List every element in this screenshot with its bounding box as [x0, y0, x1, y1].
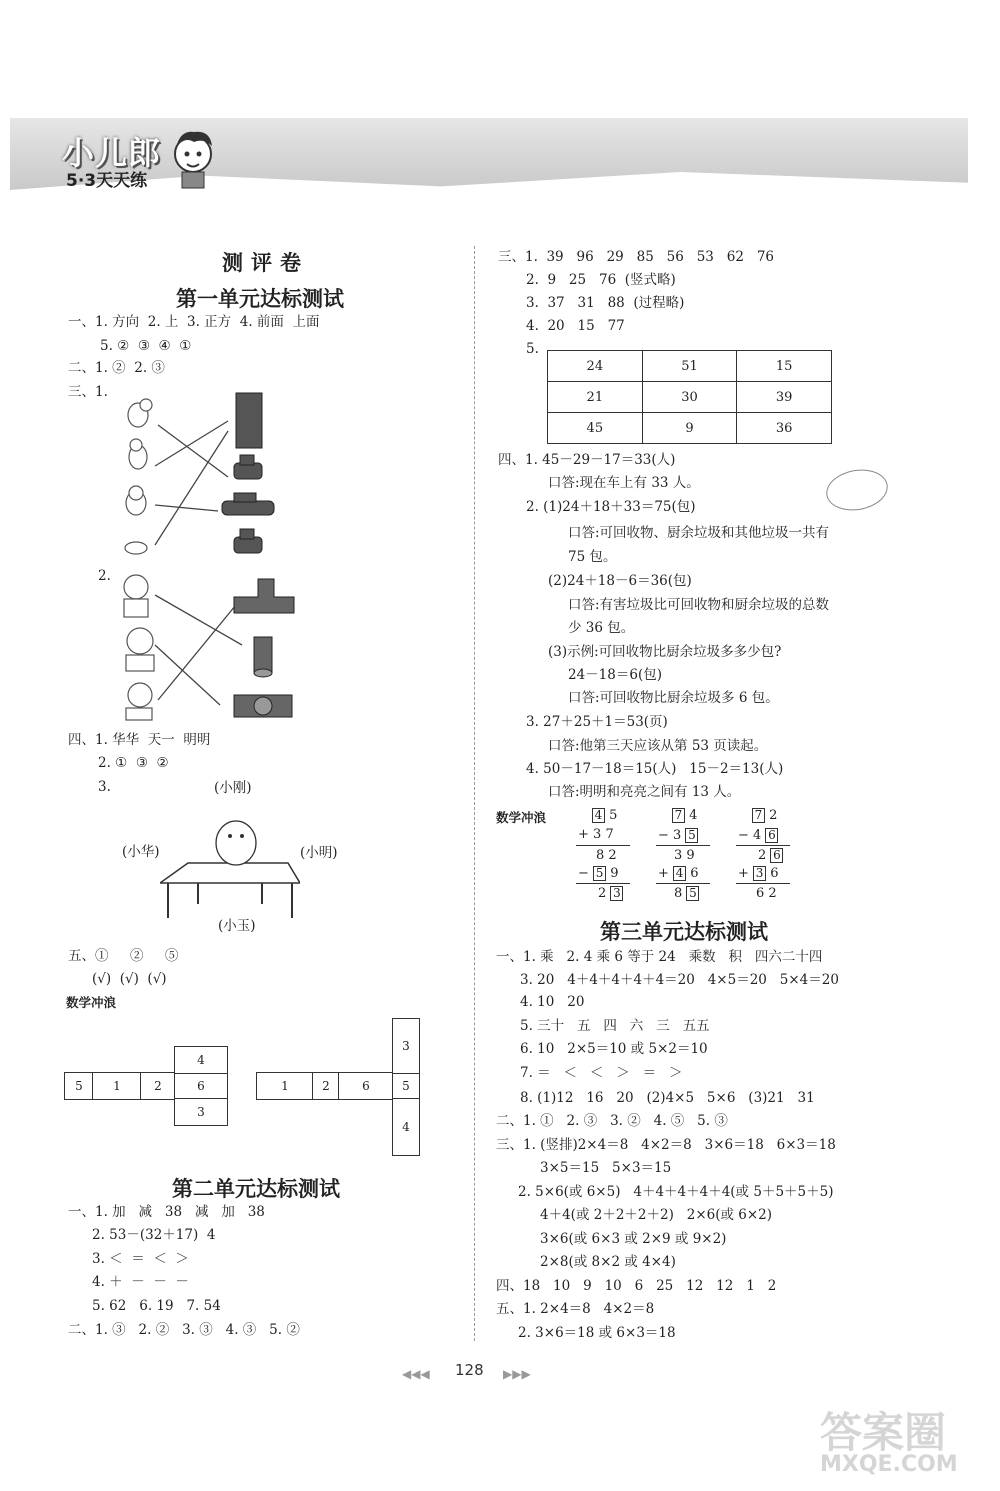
u1-line-8: 3.	[98, 779, 111, 795]
next-page-arrows[interactable]	[503, 1363, 531, 1382]
v1-rule	[576, 845, 630, 846]
grid-cell: 24	[548, 351, 643, 382]
u3-line-11: 2. 5×6(或 6×5) 4＋4＋4＋4＋4(或 5＋5＋5＋5)	[518, 1184, 834, 1200]
r-line-2: 2. 9 25 76 (竖式略)	[526, 272, 676, 288]
fun-label-right: 数学冲浪	[496, 810, 547, 825]
u3-line-8: 二、1. ① 2. ③ 3. ② 4. ⑤ 5. ③	[496, 1113, 728, 1129]
v2-rule	[656, 845, 710, 846]
label-top: (小刚)	[214, 780, 252, 796]
r-line-12: 口答:有害垃圾比可回收物和厨余垃圾的总数	[568, 597, 830, 613]
r-line-16: 口答:可回收物比厨余垃圾多 6 包。	[568, 690, 779, 706]
label-right: (小明)	[300, 845, 338, 861]
net1-cell: 6	[174, 1072, 228, 1100]
v2-digit-box: 5	[686, 886, 699, 901]
logo-title: 小儿郎	[62, 134, 162, 172]
grid-cell: 15	[737, 351, 832, 382]
grid-cell: 39	[737, 382, 832, 413]
u3-line-4: 5. 三十 五 四 六 三 五五	[520, 1018, 710, 1034]
net1-cell: 5	[64, 1072, 94, 1100]
v3-digit-box: 6	[770, 848, 783, 863]
net2-cell: 6	[338, 1072, 394, 1100]
net1-cell: 4	[174, 1046, 228, 1074]
u1-line-10: (√) (√) (√)	[92, 971, 167, 987]
u1-line-2: 5. ② ③ ④ ①	[100, 338, 192, 354]
v3-digit: 4	[753, 828, 762, 843]
v3-rule	[736, 845, 790, 846]
v2-row5	[674, 886, 699, 901]
v2-digit: 4	[689, 808, 698, 823]
v2-digit-box: 4	[673, 866, 686, 881]
u1-line-9: 五、① ② ⑤	[68, 948, 179, 964]
r-line-4: 4. 20 15 77	[526, 318, 625, 334]
u1-line-5: 2.	[98, 568, 111, 584]
matching-figure-1	[110, 385, 290, 570]
u3-line-2: 3. 20 4＋4＋4＋4＋4＝20 4×5＝20 5×4＝20	[520, 972, 839, 988]
v2-row4	[658, 866, 698, 881]
v2-row3: 3 9	[674, 848, 695, 863]
u3-line-1: 一、1. 乘 2. 4 乘 6 等于 24 乘数 积 四六二十四	[496, 949, 823, 965]
r-line-7: 口答:现在车上有 33 人。	[548, 475, 700, 491]
v3-row1	[752, 808, 777, 823]
r-line-11: (2)24＋18－6＝36(包)	[548, 573, 692, 589]
v3-digit: 6	[770, 866, 779, 881]
r-line-5: 5.	[526, 341, 539, 357]
matching-figure-2	[110, 565, 300, 730]
net2-cell: 4	[392, 1098, 420, 1156]
v1-op: −	[578, 866, 589, 881]
r-line-1: 三、1. 39 96 29 85 56 53 62 76	[498, 249, 775, 265]
net2-cell: 1	[256, 1072, 314, 1100]
grid-cell: 30	[642, 382, 737, 413]
v3-op: −	[738, 828, 749, 843]
v2-digit: 8	[674, 886, 683, 901]
label-left: (小华)	[122, 844, 160, 860]
v3-digit: 2	[758, 848, 767, 863]
u3-line-13: 3×6(或 6×3 或 2×9 或 9×2)	[540, 1231, 727, 1247]
v2-row1	[672, 808, 697, 823]
v3-digit: 2	[769, 808, 778, 823]
r-line-15: 24－18＝6(包)	[568, 667, 662, 683]
u3-line-17: 2. 3×6＝18 或 6×3＝18	[518, 1325, 676, 1341]
r-line-6: 四、1. 45－29－17＝33(人)	[498, 452, 676, 468]
u2-line-2: 2. 53－(32＋17) 4	[92, 1227, 216, 1243]
left-arrow-icon: ◀◀◀	[402, 1367, 430, 1381]
r-line-19: 4. 50－17－18＝15(人) 15－2＝13(人)	[526, 761, 784, 777]
u3-line-9: 三、1. (竖排)2×4＝8 4×2＝8 3×6＝18 6×3＝18	[496, 1137, 836, 1153]
net1-cell: 2	[140, 1072, 176, 1100]
r-line-8: 2. (1)24＋18＋33＝75(包)	[526, 499, 696, 515]
u3-line-14: 2×8(或 8×2 或 4×4)	[540, 1254, 676, 1270]
v1-digit: 5	[609, 808, 618, 823]
mascot-icon	[168, 124, 218, 190]
r-line-13: 少 36 包。	[568, 620, 635, 636]
r-line-9: 口答:可回收物、厨余垃圾和其他垃圾一共有	[568, 525, 830, 541]
r-line-17: 3. 27＋25＋1＝53(页)	[526, 714, 668, 730]
watermark-url: MXQE.COM	[820, 1452, 958, 1477]
grid-cell: 45	[548, 413, 643, 444]
u3-line-15: 四、18 10 9 10 6 25 12 12 1 2	[496, 1278, 777, 1294]
v1-row3: 8 2	[596, 848, 617, 863]
unit3-title: 第三单元达标测试	[600, 920, 768, 944]
label-bottom: (小玉)	[218, 918, 256, 934]
section-title: 测评卷	[222, 251, 309, 275]
unit2-title: 第二单元达标测试	[172, 1177, 340, 1201]
u1-line-1: 一、1. 方向 2. 上 3. 正方 4. 前面 上面	[68, 314, 320, 330]
grid-cell: 21	[548, 382, 643, 413]
v1-row2	[578, 828, 614, 841]
v2-op: +	[658, 866, 669, 881]
u1-line-4: 三、1.	[68, 384, 108, 400]
r-line-3: 3. 37 31 88 (过程略)	[526, 295, 685, 311]
v2-row2	[658, 828, 698, 843]
fun-label-left: 数学冲浪	[66, 995, 117, 1010]
grid-cell: 36	[737, 413, 832, 444]
v3-digit-box: 6	[765, 828, 778, 843]
number-grid	[547, 350, 832, 444]
logo-subtitle: 5·3天天练	[66, 171, 148, 191]
v3-row5: 6 2	[756, 886, 777, 901]
u2-line-3: 3. ＜ ＝ ＜ ＞	[92, 1251, 189, 1267]
u2-line-4: 4. ＋ － － －	[92, 1274, 189, 1290]
u1-line-3: 二、1. ② 2. ③	[68, 360, 165, 376]
v2-digit-box: 5	[685, 828, 698, 843]
r-line-20: 口答:明明和亮亮之间有 13 人。	[548, 784, 741, 800]
u1-line-6: 四、1. 华华 天一 明明	[68, 732, 211, 748]
column-divider	[474, 246, 475, 1341]
v1-digit: 3 7	[593, 827, 614, 842]
v3-rule	[736, 883, 790, 884]
net1-cell: 1	[92, 1072, 142, 1100]
v1-rule	[576, 883, 630, 884]
v2-digit: 6	[690, 866, 699, 881]
prev-page-arrows[interactable]	[402, 1363, 430, 1382]
net2-cell: 2	[312, 1072, 340, 1100]
v1-row5	[598, 886, 623, 901]
v2-digit-box: 7	[672, 808, 685, 823]
u3-line-10: 3×5＝15 5×3＝15	[540, 1160, 672, 1176]
page-number: 128	[455, 1361, 484, 1379]
v3-op: +	[738, 866, 749, 881]
v1-row1	[592, 808, 617, 823]
v3-digit-box: 7	[752, 808, 765, 823]
u3-line-6: 7. ＝ ＜ ＜ ＞ ＝ ＞	[520, 1065, 683, 1081]
grid-cell: 9	[642, 413, 737, 444]
u3-line-3: 4. 10 20	[520, 994, 585, 1010]
v3-row4	[738, 866, 778, 881]
v1-digit-box: 5	[593, 866, 606, 881]
u2-line-5: 5. 62 6. 19 7. 54	[92, 1298, 221, 1314]
v2-op: −	[658, 828, 669, 843]
u3-line-5: 6. 10 2×5＝10 或 5×2＝10	[520, 1041, 708, 1057]
table-figure	[160, 808, 300, 920]
u3-line-12: 4＋4(或 2＋2＋2＋2) 2×6(或 6×2)	[540, 1207, 773, 1223]
net1-cell: 3	[174, 1098, 228, 1126]
v1-digit: 9	[610, 866, 619, 881]
v1-digit-box: 3	[610, 886, 623, 901]
grid-cell: 51	[642, 351, 737, 382]
r-line-10: 75 包。	[568, 549, 617, 565]
r-line-18: 口答:他第三天应该从第 53 页读起。	[548, 738, 768, 754]
v1-digit-box: 4	[592, 808, 605, 823]
v3-row3	[758, 848, 783, 863]
v3-digit-box: 3	[753, 866, 766, 881]
u2-line-1: 一、1. 加 减 38 减 加 38	[68, 1204, 265, 1220]
v1-digit: 2	[598, 886, 607, 901]
v2-rule	[656, 883, 710, 884]
v1-row4	[578, 866, 618, 881]
v1-op: +	[578, 827, 589, 842]
r-line-14: (3)示例:可回收物比厨余垃圾多多少包?	[548, 644, 782, 660]
u1-line-7: 2. ① ③ ②	[98, 755, 169, 771]
u3-line-7: 8. (1)12 16 20 (2)4×5 5×6 (3)21 31	[520, 1090, 815, 1106]
net2-cell: 3	[392, 1018, 420, 1074]
stamp-seal: ​	[823, 465, 891, 515]
watermark-logo: 答案圈	[820, 1408, 947, 1457]
u2-line-6: 二、1. ③ 2. ② 3. ③ 4. ③ 5. ②	[68, 1322, 300, 1338]
right-arrow-icon: ▶▶▶	[503, 1367, 531, 1381]
net2-cell: 5	[392, 1072, 420, 1100]
v3-row2	[738, 828, 778, 843]
u3-line-16: 五、1. 2×4＝8 4×2＝8	[496, 1301, 655, 1317]
unit1-title: 第一单元达标测试	[176, 287, 344, 311]
v2-digit: 3	[673, 828, 682, 843]
